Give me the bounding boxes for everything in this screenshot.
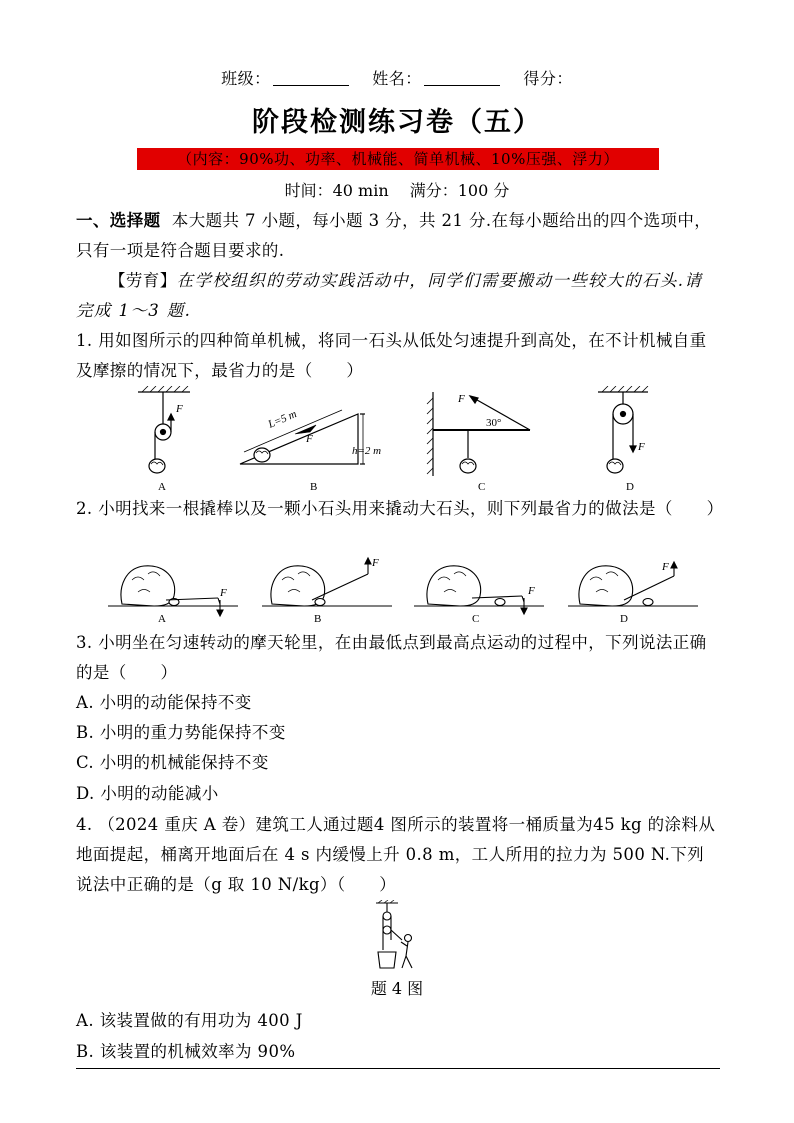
q2-label-a: A <box>158 613 166 625</box>
page-bottom-divider <box>76 1068 720 1069</box>
name-label: 姓名： <box>372 69 422 88</box>
q1-figure-c <box>427 392 530 476</box>
q1-c-angle-label: 30° <box>486 417 502 429</box>
question-4: 4. （2024 重庆 A 卷）建筑工人通过题4 图所示的装置将一桶质量为45 kg 的涂料从地面提起，桶离开地面后在 4 s 内缓慢上升 0.8 m，工人所用的拉力为 500 N.下列说法中正确的是（g 取 10 N/kg）（ ） <box>76 815 716 894</box>
q2-figure <box>108 556 700 626</box>
q1-figure <box>120 386 680 496</box>
name-blank[interactable] <box>424 69 500 86</box>
q4-figure <box>368 900 432 972</box>
student-info-line <box>0 66 794 89</box>
q1-label-b: B <box>310 481 318 493</box>
q1-label-d: D <box>626 481 634 493</box>
class-label: 班级： <box>221 69 271 88</box>
q2-a-force-label: F <box>220 587 227 599</box>
q4-option-a[interactable]: A. 该装置做的有用功为 400 J <box>76 1011 303 1030</box>
context-text: 在学校组织的劳动实践活动中，同学们需要搬动一些较大的石头.请完成 1～3 题. <box>76 271 703 320</box>
q1-b-height-label: h=2 m <box>352 445 382 457</box>
context-tag: 【劳育】 <box>109 271 177 290</box>
content-scope-banner: （内容：90%功、功率、机械能、简单机械、10%压强、浮力） <box>137 148 659 170</box>
q2-b-force-label: F <box>372 557 379 569</box>
section-intro <box>76 206 720 266</box>
class-blank[interactable] <box>273 69 349 86</box>
q1-label-c: C <box>478 481 486 493</box>
q2-label-c: C <box>472 613 480 625</box>
q1-d-force-label: F <box>638 441 645 453</box>
q2-figure-a <box>108 566 238 616</box>
q3-option-a[interactable]: A. 小明的动能保持不变 <box>76 693 252 712</box>
section-instructions: 本大题共 7 小题，每小题 3 分，共 21 分.在每小题给出的四个选项中，只有一项是符合题目要求的. <box>76 211 712 260</box>
q1-c-force-label: F <box>458 393 465 405</box>
q1-b-force-label: F <box>306 433 313 445</box>
q4-option-b[interactable]: B. 该装置的机械效率为 90% <box>76 1042 296 1061</box>
score-label: 得分： <box>523 69 573 88</box>
q1-a-force-label: F <box>176 403 183 415</box>
q1-figure-a <box>138 386 190 473</box>
q3-option-d[interactable]: D. 小明的动能减小 <box>76 784 219 803</box>
q1-figure-b <box>240 410 365 464</box>
question-3: 3. 小明坐在匀速转动的摩天轮里，在由最低点到最高点运动的过程中，下列说法正确的是（ ） <box>76 633 707 682</box>
page-title: 阶段检测练习卷（五） <box>252 107 542 138</box>
section-heading: 一、选择题 <box>76 211 161 230</box>
q1-b-length-label: L=5 m <box>266 408 299 431</box>
question-1: 1. 用如图所示的四种简单机械，将同一石头从低处匀速提升到高处，在不计机械自重及摩擦的情况下，最省力的是（ ） <box>76 331 707 380</box>
q2-c-force-label: F <box>528 585 535 597</box>
context-paragraph <box>76 266 720 326</box>
q4-figure-caption: 题 4 图 <box>370 979 424 998</box>
q2-figure-c <box>414 566 544 614</box>
question-2: 2. 小明找来一根撬棒以及一颗小石头用来撬动大石头，则下列最省力的做法是（ ） <box>76 499 724 518</box>
q1-label-a: A <box>158 481 166 493</box>
q2-label-b: B <box>314 613 322 625</box>
q3-option-c[interactable]: C. 小明的机械能保持不变 <box>76 753 269 772</box>
q2-d-force-label: F <box>662 561 669 573</box>
q2-label-d: D <box>620 613 628 625</box>
q1-figure-d <box>598 386 648 473</box>
q3-option-b[interactable]: B. 小明的重力势能保持不变 <box>76 723 286 742</box>
q2-figure-d <box>568 562 698 606</box>
time-info: 时间：40 min 满分：100 分 <box>284 181 510 200</box>
